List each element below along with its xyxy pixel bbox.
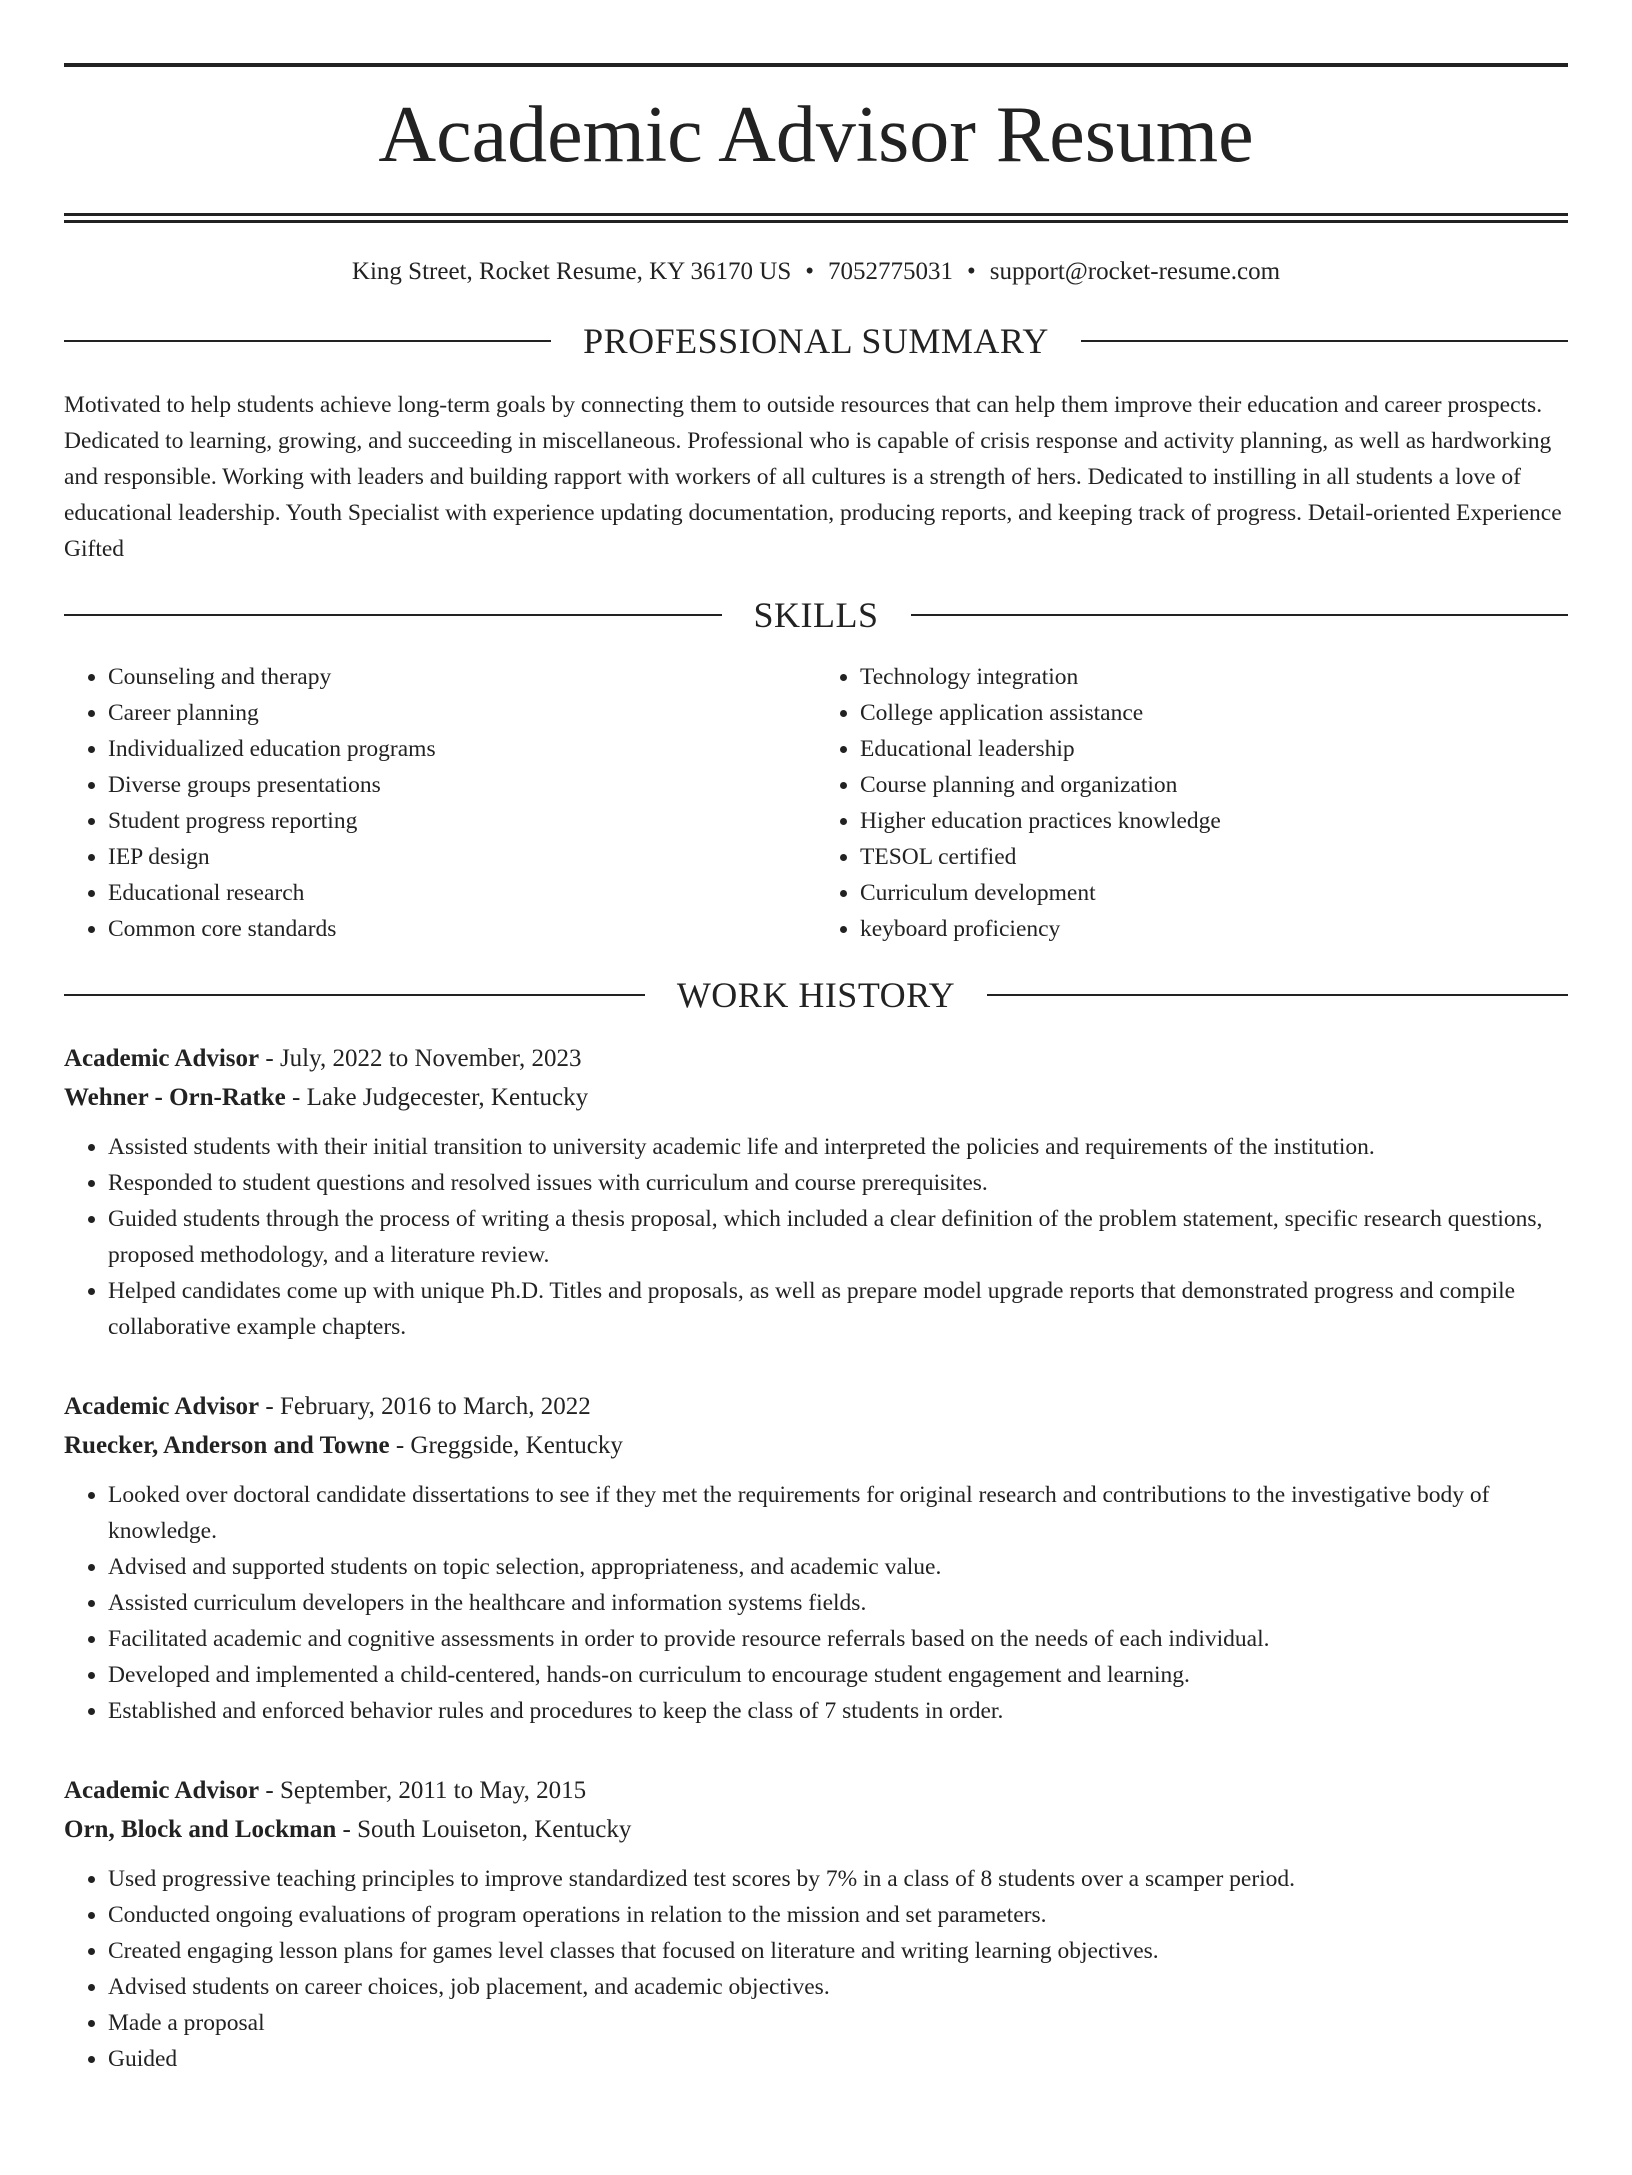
- job-bullet: • Made a proposal: [108, 2005, 1568, 2041]
- heading-rule-right: [1081, 340, 1568, 342]
- job-entry: [64, 1039, 1568, 1345]
- skills-list-right: [816, 659, 1568, 947]
- contact-email: support@rocket-resume.com: [989, 258, 1281, 285]
- top-rule: [64, 63, 1568, 67]
- job-company: Orn, Block and Lockman: [64, 1816, 337, 1843]
- heading-rule-right: [987, 994, 1568, 996]
- job-bullets: [64, 1477, 1568, 1729]
- job-title-line: [64, 1039, 1568, 1078]
- skill-item: • Individualized education programs: [108, 731, 816, 767]
- title-double-rule: [64, 213, 1568, 223]
- skill-item: • IEP design: [108, 839, 816, 875]
- skill-item: • Diverse groups presentations: [108, 767, 816, 803]
- skill-item: • College application assistance: [860, 695, 1568, 731]
- job-title-line: [64, 1771, 1568, 1810]
- job-company: Wehner - Orn-Ratke: [64, 1084, 286, 1111]
- skill-item: • Career planning: [108, 695, 816, 731]
- job-bullet: • Assisted students with their initial transition to university academic life and interpreted the policies and requirements of the institution.: [108, 1129, 1568, 1165]
- job-bullet: • Helped candidates come up with unique Ph.D. Titles and proposals, as well as prepare model upgrade reports that demonstrated progress and compile collaborative example chapters.: [108, 1273, 1568, 1345]
- job-bullet: • Guided: [108, 2041, 1568, 2077]
- skill-item: • Course planning and organization: [860, 767, 1568, 803]
- skill-item: • Technology integration: [860, 659, 1568, 695]
- skills-list-left: [64, 659, 816, 947]
- skill-item: • Student progress reporting: [108, 803, 816, 839]
- job-entry: [64, 1387, 1568, 1729]
- heading-rule-left: [64, 994, 645, 996]
- skill-item: • keyboard proficiency: [860, 911, 1568, 947]
- work-heading-row: [64, 977, 1568, 1013]
- contact-separator: •: [967, 258, 976, 285]
- job-bullet: • Advised and supported students on topic selection, appropriateness, and academic value.: [108, 1549, 1568, 1585]
- contact-phone: 7052775031: [828, 258, 953, 285]
- job-dates: - September, 2011 to May, 2015: [259, 1777, 587, 1804]
- job-bullets: [64, 1861, 1568, 2077]
- job-entry: [64, 1771, 1568, 2077]
- job-bullet: • Conducted ongoing evaluations of program operations in relation to the mission and set parameters.: [108, 1897, 1568, 1933]
- heading-rule-left: [64, 614, 722, 616]
- job-location: - South Louiseton, Kentucky: [336, 1816, 632, 1843]
- job-company-line: [64, 1078, 1568, 1117]
- skills-heading-row: [64, 597, 1568, 633]
- job-title: Academic Advisor: [64, 1393, 260, 1420]
- job-bullets: [64, 1129, 1568, 1345]
- skill-item: • Common core standards: [108, 911, 816, 947]
- job-bullet: • Guided students through the process of writing a thesis proposal, which included a clear definition of the problem statement, specific research questions, proposed methodology, and a literature review.: [108, 1201, 1568, 1273]
- skill-item: • Educational research: [108, 875, 816, 911]
- job-location: - Lake Judgecester, Kentucky: [285, 1084, 589, 1111]
- job-bullet: • Advised students on career choices, job placement, and academic objectives.: [108, 1969, 1568, 2005]
- skill-item: • Curriculum development: [860, 875, 1568, 911]
- skill-item: • Higher education practices knowledge: [860, 803, 1568, 839]
- heading-rule-left: [64, 340, 551, 342]
- skills-heading: SKILLS: [753, 595, 879, 635]
- job-company: Ruecker, Anderson and Towne: [64, 1432, 390, 1459]
- job-bullet: • Established and enforced behavior rules and procedures to keep the class of 7 students in order.: [108, 1693, 1568, 1729]
- job-dates: - February, 2016 to March, 2022: [259, 1393, 591, 1420]
- contact-line: [64, 257, 1568, 287]
- contact-address: King Street, Rocket Resume, KY 36170 US: [351, 258, 792, 285]
- job-dates: - July, 2022 to November, 2023: [259, 1045, 582, 1072]
- job-bullet: • Used progressive teaching principles to improve standardized test scores by 7% in a class of 8 students over a scamper period.: [108, 1861, 1568, 1897]
- work-heading: WORK HISTORY: [676, 975, 956, 1015]
- job-title: Academic Advisor: [64, 1045, 260, 1072]
- job-bullet: • Developed and implemented a child-centered, hands-on curriculum to encourage student engagement and learning.: [108, 1657, 1568, 1693]
- job-bullet: • Created engaging lesson plans for games level classes that focused on literature and writing learning objectives.: [108, 1933, 1568, 1969]
- resume-title: Academic Advisor Resume: [378, 91, 1254, 179]
- resume-page: [0, 63, 1632, 2175]
- heading-rule-right: [911, 614, 1569, 616]
- skill-item: • Educational leadership: [860, 731, 1568, 767]
- job-location: - Greggside, Kentucky: [389, 1432, 623, 1459]
- job-bullet: • Facilitated academic and cognitive assessments in order to provide resource referrals based on the needs of each individual.: [108, 1621, 1568, 1657]
- summary-heading: PROFESSIONAL SUMMARY: [583, 321, 1049, 361]
- summary-text: Motivated to help students achieve long-term goals by connecting them to outside resources that can help them improve their education and career prospects. Dedicated to learning, growing, and succeeding in miscellaneous. Professional who is capable of crisis response and activity planning, as well as hardworking and responsible. Working with leaders and building rapport with workers of all cultures is a strength of hers. Dedicated to instilling in all students a love of educational leadership. Youth Specialist with experience updating documentation, producing reports, and keeping track of progress. Detail-oriented Experience Gifted: [64, 392, 1562, 562]
- job-bullet: • Looked over doctoral candidate dissertations to see if they met the requirements for original research and contributions to the investigative body of knowledge.: [108, 1477, 1568, 1549]
- skill-item: • TESOL certified: [860, 839, 1568, 875]
- skills-columns: [64, 659, 1568, 947]
- job-bullet: • Assisted curriculum developers in the healthcare and information systems fields.: [108, 1585, 1568, 1621]
- job-company-line: [64, 1426, 1568, 1465]
- job-company-line: [64, 1810, 1568, 1849]
- summary-heading-row: [64, 323, 1568, 359]
- job-title: Academic Advisor: [64, 1777, 260, 1804]
- job-bullet: • Responded to student questions and resolved issues with curriculum and course prerequisites.: [108, 1165, 1568, 1201]
- skill-item: • Counseling and therapy: [108, 659, 816, 695]
- job-title-line: [64, 1387, 1568, 1426]
- contact-separator: •: [805, 258, 814, 285]
